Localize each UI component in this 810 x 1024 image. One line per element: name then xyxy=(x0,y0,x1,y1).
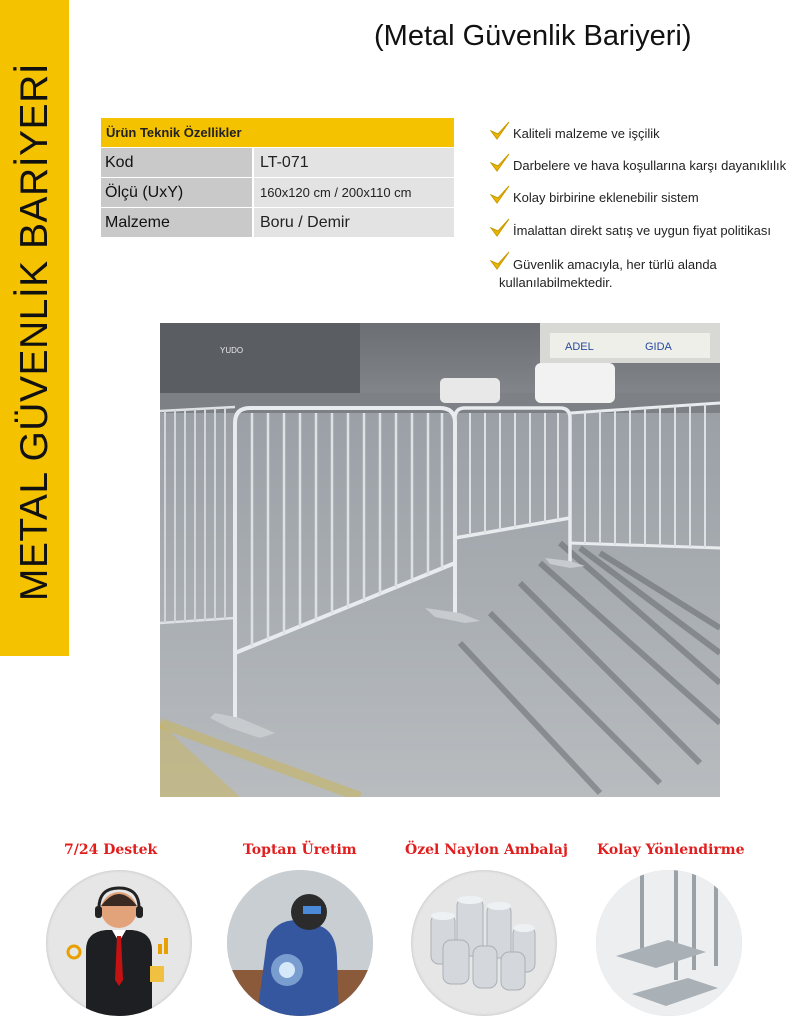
check-icon xyxy=(489,184,511,206)
spec-table xyxy=(101,118,454,237)
sign-text: GIDA xyxy=(645,341,672,353)
spec-key: Malzeme xyxy=(101,208,252,237)
sidebar-banner xyxy=(0,0,69,656)
check-icon xyxy=(489,120,511,142)
feature-item xyxy=(489,126,660,141)
welder-icon xyxy=(227,870,373,1016)
service-label-wholesale: Toptan Üretim xyxy=(243,842,357,858)
nylon-rolls-icon xyxy=(411,870,557,1016)
feature-item xyxy=(489,158,786,173)
sign-text: YUDO xyxy=(220,346,244,355)
barrier-feet-icon xyxy=(596,870,742,1016)
spec-row xyxy=(101,208,454,237)
spec-value: LT-071 xyxy=(254,148,454,177)
sign-text: ADEL xyxy=(565,341,594,353)
spec-row xyxy=(101,148,454,177)
service-label-guidance: Kolay Yönlendirme xyxy=(597,842,745,858)
feature-text: İmalattan direkt satış ve uygun fiyat politikası xyxy=(513,223,771,238)
page-title: (Metal Güvenlik Bariyeri) xyxy=(374,20,692,52)
check-icon xyxy=(489,152,511,174)
spec-row xyxy=(101,178,454,207)
spec-value: Boru / Demir xyxy=(254,208,454,237)
support-agent-icon xyxy=(46,870,192,1016)
spec-key: Ölçü (UxY) xyxy=(101,178,252,207)
product-photo xyxy=(160,323,720,797)
feature-item xyxy=(489,190,699,205)
spec-value: 160x120 cm / 200x110 cm xyxy=(254,178,454,207)
spec-key: Kod xyxy=(101,148,252,177)
check-icon xyxy=(489,217,511,239)
feature-text-continued: kullanılabilmektedir. xyxy=(499,275,613,290)
sidebar-title: METAL GÜVENLİK BARİYERİ xyxy=(13,62,56,602)
barrier-photo-illustration xyxy=(160,323,720,797)
service-label-support: 7/24 Destek xyxy=(64,842,158,858)
feature-text: Güvenlik amacıyla, her türlü alanda xyxy=(513,257,717,272)
feature-item xyxy=(489,223,771,238)
spec-heading: Ürün Teknik Özellikler xyxy=(101,118,454,147)
feature-item xyxy=(489,256,783,292)
service-label-packaging: Özel Naylon Ambalaj xyxy=(405,842,568,858)
feature-text: Kolay birbirine eklenebilir sistem xyxy=(513,190,699,205)
feature-text: Kaliteli malzeme ve işçilik xyxy=(513,126,660,141)
check-icon xyxy=(489,250,511,272)
feature-text: Darbelere ve hava koşullarına karşı dayanıklılık xyxy=(513,158,787,173)
